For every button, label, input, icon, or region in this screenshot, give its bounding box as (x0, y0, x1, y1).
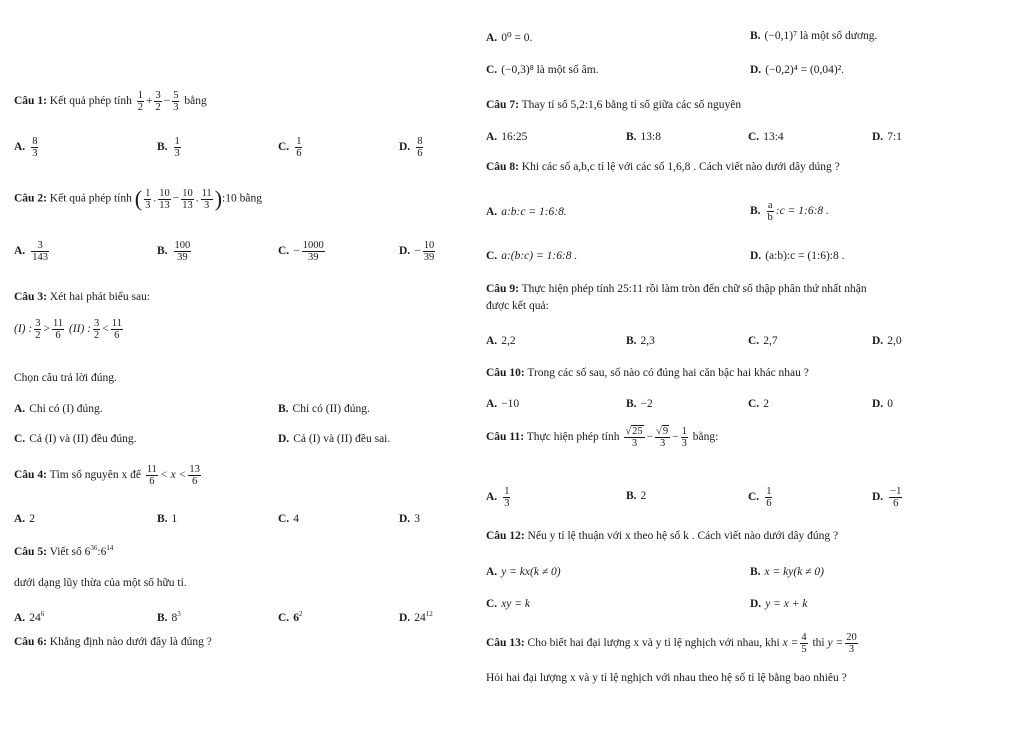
q9-option-d[interactable]: D. 2,0 (872, 335, 902, 347)
q9-text2: được kết quả: (486, 300, 549, 312)
q6-stem: Câu 6: Khẳng định nào dưới đây là đúng ? (14, 636, 212, 648)
q12-option-b[interactable]: B. x = ky(k ≠ 0) (750, 566, 824, 578)
q2-option-d[interactable]: D. − $\frac{10}{39}$ (399, 240, 435, 263)
q5-option-a[interactable]: A. $24^6$ (14, 610, 45, 624)
q9-option-c[interactable]: C. 2,7 (748, 335, 778, 347)
q8-option-c[interactable]: C. a:(b:c) = 1:6:8 . (486, 250, 578, 262)
q4-option-b[interactable]: B. 1 (157, 513, 178, 525)
q1-frac-2: $\frac{3}{2}$ (155, 90, 161, 113)
q6-option-a[interactable]: A. 0⁰ = 0. (486, 32, 533, 44)
q2-option-b[interactable]: B. $\frac{100}{39}$ (157, 240, 191, 263)
q4-option-c[interactable]: C. 4 (278, 513, 299, 525)
q4-option-d[interactable]: D. 3 (399, 513, 420, 525)
q10-stem: Câu 10: Trong các số sau, số nào có đúng hai căn bậc hai khác nhau ? (486, 367, 809, 379)
q6-option-b[interactable]: B. (−0,1)⁷ là một số dương. (750, 30, 878, 42)
q5-option-c[interactable]: C. $6^2$ (278, 610, 303, 624)
q8-option-d[interactable]: D. (a:b):c = (1:6):8 . (750, 250, 845, 262)
q3-stem: Câu 3: Xét hai phát biểu sau: (14, 291, 151, 303)
q6-option-c[interactable]: C. (−0,3)⁸ là một số âm. (486, 64, 599, 76)
q7-option-c[interactable]: C. 13:4 (748, 131, 784, 143)
q1-stem: Câu 1: Kết quả phép tính $\frac{1}{2}$ + $\frac{3}{2}$ − $\frac{5}{3}$ bằng (14, 90, 207, 113)
q3-option-b[interactable]: B. Chỉ có (II) đúng. (278, 403, 370, 415)
q4-option-a[interactable]: A. 2 (14, 513, 35, 525)
q1-option-c[interactable]: C. $\frac{1}{6}$ (278, 136, 302, 159)
q1-title: Câu 1: (14, 95, 47, 108)
q10-option-b[interactable]: B. −2 (626, 398, 653, 410)
q8-stem: Câu 8: Khi các số a,b,c tỉ lệ với các số 1,6,8 . Cách viết nào dưới dây dúng ? (486, 161, 840, 173)
q8-option-a[interactable]: A. a:b:c = 1:6:8. (486, 206, 567, 218)
q9-stem: Câu 9: Thực hiện phép tính 25:11 rồi làm tròn đến chữ số thập phân thứ nhất nhận (486, 283, 867, 295)
q7-stem: Câu 7: Thay tỉ số 5,2:1,6 bằng tỉ số giữa các số nguyên (486, 99, 742, 111)
q9-option-b[interactable]: B. 2,3 (626, 335, 655, 347)
q13-text2: Hỏi hai đại lượng x và y tỉ lệ nghịch với nhau theo hệ số tỉ lệ bằng bao nhiêu ? (486, 672, 847, 684)
q11-option-d[interactable]: D. $\frac{-1}{6}$ (872, 486, 902, 509)
q13-stem: Câu 13: Cho biết hai đại lượng x và y tỉ lệ nghịch với nhau, khi x = $\frac{4}{5}$ thì y = $\frac{20}{3}$ (486, 632, 857, 655)
q10-option-a[interactable]: A. −10 (486, 398, 520, 410)
q12-stem: Câu 12: Nếu y tỉ lệ thuận với x theo hệ số k . Cách viết nào dưới dây đúng ? (486, 530, 839, 542)
q1-option-a[interactable]: A. $\frac{8}{3}$ (14, 136, 38, 159)
q1-tail: bằng (184, 95, 207, 108)
q1-option-d[interactable]: D. $\frac{8}{6}$ (399, 136, 423, 159)
q11-option-a[interactable]: A. $\frac{1}{3}$ (486, 486, 510, 509)
q5-option-d[interactable]: D. $24^{12}$ (399, 610, 433, 624)
q2-option-c[interactable]: C. − $\frac{1000}{39}$ (278, 240, 324, 263)
q5-option-b[interactable]: B. $8^3$ (157, 610, 181, 624)
q11-option-c[interactable]: C. $\frac{1}{6}$ (748, 486, 772, 509)
q1-frac-1: $\frac{1}{2}$ (137, 90, 143, 113)
q1-frac-3: $\frac{5}{3}$ (173, 90, 179, 113)
q3-option-d[interactable]: D. Cả (I) và (II) đều sai. (278, 433, 391, 445)
q7-option-a[interactable]: A. 16:25 (486, 131, 528, 143)
q4-stem: Câu 4: Tìm số nguyên x để $\frac{11}{6}$ < x < $\frac{13}{6}$ (14, 464, 200, 487)
q5-stem: Câu 5: Viết số $6^{36}:6^{14}$ (14, 544, 114, 558)
q2-stem: Câu 2: Kết quả phép tính ( $\frac{1}{3}$ . $\frac{10}{13}$ − $\frac{10}{13}$ . $\frac{11}{3}$ ):10 bằng (14, 186, 262, 211)
q10-option-c[interactable]: C. 2 (748, 398, 769, 410)
q11-option-b[interactable]: B. 2 (626, 490, 647, 502)
q7-option-d[interactable]: D. 7:1 (872, 131, 902, 143)
q9-option-a[interactable]: A. 2,2 (486, 335, 516, 347)
q6-option-d[interactable]: D. (−0,2)⁴ = (0,04)². (750, 64, 845, 76)
q2-option-a[interactable]: A. $\frac{3}{143}$ (14, 240, 48, 263)
q12-option-a[interactable]: A. y = kx(k ≠ 0) (486, 566, 561, 578)
q12-option-d[interactable]: D. y = x + k (750, 598, 808, 610)
q5-text2: dưới dạng lũy thừa của một số hữu tỉ. (14, 577, 187, 589)
q3-option-a[interactable]: A. Chỉ có (I) đúng. (14, 403, 103, 415)
q3-prompt: Chọn câu trả lời đúng. (14, 372, 117, 384)
q11-stem: Câu 11: Thực hiện phép tính $\frac{√25}{3}$ − $\frac{√9}{3}$ − $\frac{1}{3}$ bằng: (486, 426, 719, 449)
q12-option-c[interactable]: C. xy = k (486, 598, 531, 610)
q1-option-b[interactable]: B. $\frac{1}{3}$ (157, 136, 180, 159)
q1-text: Kết quả phép tính (49, 95, 132, 108)
q10-option-d[interactable]: D. 0 (872, 398, 893, 410)
q8-option-b[interactable]: B. $\frac{a}{b}$ :c = 1:6:8 . (750, 200, 829, 223)
q3-statements: (I) : $\frac{3}{2}$ > $\frac{11}{6}$ (II) : $\frac{3}{2}$ < $\frac{11}{6}$ (14, 318, 122, 341)
q3-option-c[interactable]: C. Cả (I) và (II) đều đúng. (14, 433, 137, 445)
q7-option-b[interactable]: B. 13:8 (626, 131, 661, 143)
